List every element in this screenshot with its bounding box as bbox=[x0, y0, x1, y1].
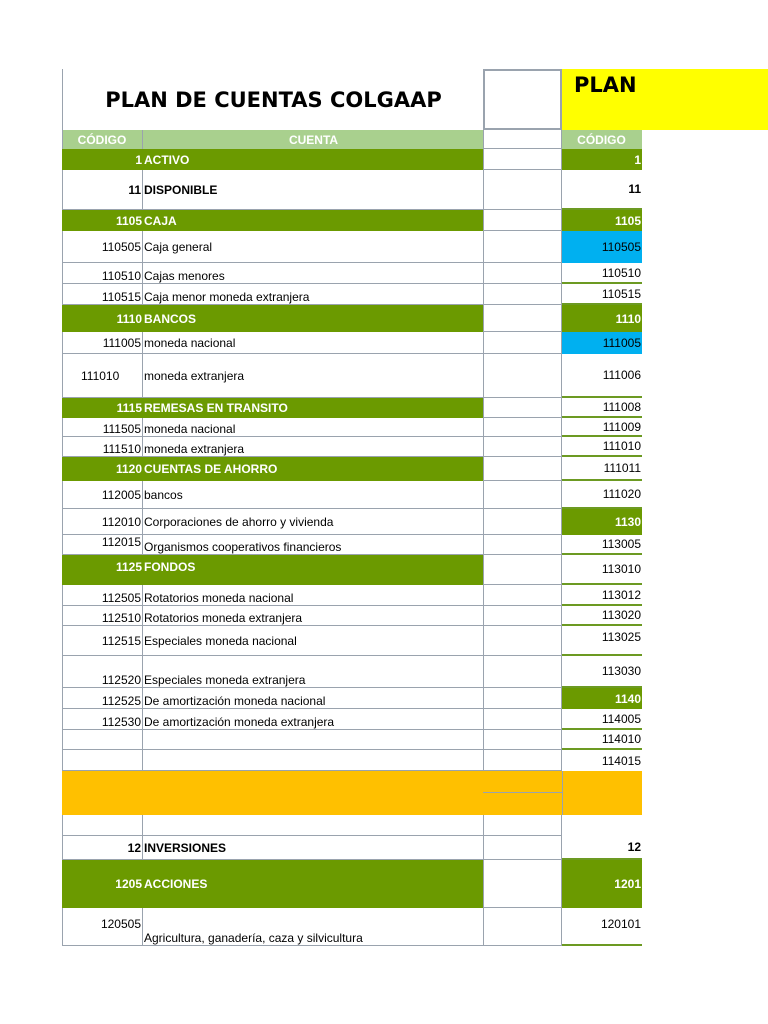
empty-cell[interactable] bbox=[483, 730, 562, 750]
account-code-right[interactable]: 1130 bbox=[562, 509, 642, 535]
sheet-title-right-text: PLAN bbox=[574, 73, 637, 97]
empty-cell[interactable] bbox=[483, 354, 562, 398]
empty-cell[interactable] bbox=[483, 231, 562, 263]
account-code[interactable]: 1110 bbox=[62, 305, 143, 332]
account-name[interactable]: De amortización moneda nacional bbox=[143, 688, 483, 709]
empty-cell[interactable] bbox=[483, 509, 562, 535]
account-code-right[interactable]: 1110 bbox=[562, 305, 642, 332]
table-row bbox=[62, 860, 768, 908]
table-row bbox=[62, 231, 768, 263]
account-code[interactable]: 112515 bbox=[62, 626, 143, 656]
account-code-right[interactable] bbox=[562, 771, 642, 793]
account-code-right[interactable]: 1140 bbox=[562, 688, 642, 709]
account-code-right[interactable]: 111005 bbox=[562, 332, 642, 354]
account-code[interactable]: 112530 bbox=[62, 709, 143, 730]
account-code[interactable]: 110510 bbox=[62, 263, 143, 284]
account-name[interactable]: Corporaciones de ahorro y vivienda bbox=[143, 509, 483, 535]
empty-cell[interactable] bbox=[483, 457, 562, 481]
empty-cell[interactable] bbox=[483, 284, 562, 305]
empty-cell[interactable] bbox=[483, 149, 562, 170]
account-code[interactable] bbox=[62, 750, 143, 771]
table-row bbox=[62, 418, 768, 437]
account-name[interactable]: Especiales moneda nacional bbox=[143, 626, 483, 656]
table-row bbox=[62, 555, 768, 585]
account-code[interactable]: 112010 bbox=[62, 509, 143, 535]
empty-cell[interactable] bbox=[483, 418, 562, 437]
account-code[interactable]: 110515 bbox=[62, 284, 143, 305]
account-code-right[interactable] bbox=[562, 793, 642, 815]
account-code-right[interactable]: 111010 bbox=[562, 437, 642, 457]
account-name[interactable]: Rotatorios moneda nacional bbox=[143, 585, 483, 606]
account-code[interactable]: 1125 bbox=[62, 555, 143, 585]
table-row bbox=[62, 481, 768, 509]
empty-cell[interactable] bbox=[483, 585, 562, 606]
header-code-right[interactable]: CÓDIGO bbox=[562, 130, 642, 149]
empty-cell[interactable] bbox=[483, 481, 562, 509]
account-code[interactable]: 1105 bbox=[62, 210, 143, 231]
account-code-right[interactable]: 111006 bbox=[562, 354, 642, 398]
account-code-right[interactable]: 113025 bbox=[562, 626, 642, 656]
account-code-right[interactable]: 1201 bbox=[562, 860, 642, 908]
table-row bbox=[62, 626, 768, 656]
account-code[interactable]: 1205 bbox=[62, 860, 143, 908]
account-code[interactable]: 12 bbox=[62, 836, 143, 860]
empty-cell[interactable] bbox=[483, 555, 562, 585]
account-code[interactable] bbox=[62, 771, 143, 793]
account-name[interactable]: De amortización moneda extranjera bbox=[143, 709, 483, 730]
account-code[interactable]: 111505 bbox=[62, 418, 143, 437]
empty-cell[interactable] bbox=[562, 815, 642, 836]
account-code[interactable]: 1120 bbox=[62, 457, 143, 481]
account-name[interactable]: moneda extranjera bbox=[143, 354, 483, 398]
account-name[interactable]: BANCOS bbox=[143, 305, 483, 332]
empty-cell[interactable] bbox=[483, 656, 562, 688]
table-row bbox=[62, 585, 768, 606]
account-name[interactable]: Rotatorios moneda extranjera bbox=[143, 606, 483, 626]
empty-cell[interactable] bbox=[483, 750, 562, 771]
account-code[interactable]: 111010 bbox=[62, 354, 143, 398]
empty-cell[interactable] bbox=[483, 771, 562, 793]
account-name[interactable]: Agricultura, ganadería, caza y silvicultura bbox=[143, 908, 483, 946]
account-code-right[interactable]: 110515 bbox=[562, 284, 642, 305]
table-row bbox=[62, 535, 768, 555]
table-row bbox=[62, 263, 768, 284]
table-row bbox=[62, 815, 768, 836]
account-name[interactable]: Caja general bbox=[143, 231, 483, 263]
table-row bbox=[62, 688, 768, 709]
empty-cell[interactable] bbox=[483, 398, 562, 418]
account-code-right[interactable]: 114015 bbox=[601, 753, 641, 768]
account-code[interactable]: 110505 bbox=[62, 231, 143, 263]
account-name[interactable]: CUENTAS DE AHORRO bbox=[143, 457, 483, 481]
account-name[interactable]: moneda nacional bbox=[143, 332, 483, 354]
table-row bbox=[62, 457, 768, 481]
separator-row bbox=[62, 793, 768, 815]
empty-cell[interactable] bbox=[483, 263, 562, 284]
account-code[interactable]: 11 bbox=[62, 170, 143, 210]
account-code[interactable]: 112510 bbox=[62, 606, 143, 626]
account-code[interactable]: 120505 bbox=[62, 908, 143, 946]
account-code[interactable]: 111510 bbox=[62, 437, 143, 457]
table-row bbox=[62, 149, 768, 170]
empty-cell[interactable] bbox=[483, 210, 562, 231]
account-code[interactable]: 112015 bbox=[62, 535, 143, 555]
empty-cell[interactable] bbox=[483, 688, 562, 709]
table-row bbox=[62, 210, 768, 231]
account-name[interactable]: CAJA bbox=[143, 210, 483, 231]
account-code-right[interactable]: 111008 bbox=[562, 398, 642, 418]
account-code[interactable]: 1 bbox=[62, 149, 143, 170]
empty-cell[interactable] bbox=[483, 305, 562, 332]
account-name[interactable] bbox=[143, 793, 483, 815]
account-name[interactable] bbox=[143, 730, 483, 750]
account-code[interactable]: 112520 bbox=[62, 656, 143, 688]
table-row bbox=[62, 354, 768, 398]
account-name[interactable]: ACTIVO bbox=[143, 149, 483, 170]
empty-cell[interactable] bbox=[483, 860, 562, 908]
account-name[interactable]: moneda extranjera bbox=[143, 437, 483, 457]
account-code-right[interactable]: 113012 bbox=[562, 585, 642, 606]
empty-cell[interactable] bbox=[143, 815, 483, 836]
table-row bbox=[62, 305, 768, 332]
empty-cell[interactable] bbox=[483, 606, 562, 626]
empty-cell[interactable] bbox=[483, 170, 562, 210]
header-account[interactable]: CUENTA bbox=[143, 130, 483, 149]
account-name[interactable]: DISPONIBLE bbox=[143, 170, 483, 210]
account-code-right[interactable]: 12 bbox=[562, 836, 642, 860]
account-code[interactable] bbox=[62, 793, 143, 815]
table-row bbox=[62, 908, 768, 946]
account-code[interactable] bbox=[62, 730, 143, 750]
separator-row bbox=[62, 771, 768, 793]
account-name[interactable]: Caja menor moneda extranjera bbox=[143, 284, 483, 305]
account-code-right[interactable]: 114010 bbox=[562, 730, 642, 750]
account-code-right[interactable]: 113020 bbox=[562, 606, 642, 626]
table-row bbox=[62, 836, 768, 860]
account-code-right[interactable]: 110505 bbox=[562, 231, 642, 263]
empty-cell[interactable] bbox=[483, 69, 562, 130]
table-row bbox=[62, 284, 768, 305]
account-code-right[interactable]: 120101 bbox=[562, 908, 642, 946]
account-code-right[interactable]: 111020 bbox=[562, 481, 642, 509]
empty-cell[interactable] bbox=[483, 626, 562, 656]
table-row bbox=[62, 606, 768, 626]
account-code-right[interactable]: 110510 bbox=[562, 263, 642, 284]
account-name[interactable]: FONDOS bbox=[143, 555, 483, 585]
sheet-title[interactable]: PLAN DE CUENTAS COLGAAP bbox=[62, 69, 484, 130]
account-code-right[interactable]: 111009 bbox=[562, 418, 642, 437]
empty-cell[interactable] bbox=[483, 908, 562, 946]
account-name[interactable]: moneda nacional bbox=[143, 418, 483, 437]
account-code-right[interactable]: 1 bbox=[562, 149, 642, 170]
table-row bbox=[62, 170, 768, 210]
empty-cell[interactable] bbox=[483, 535, 562, 555]
account-code-right[interactable]: 114005 bbox=[562, 709, 642, 730]
table-row bbox=[62, 750, 768, 771]
account-name[interactable]: Especiales moneda extranjera bbox=[143, 656, 483, 688]
account-code[interactable]: 112505 bbox=[62, 585, 143, 606]
account-code-right[interactable]: 111011 bbox=[562, 457, 642, 481]
empty-cell[interactable] bbox=[483, 332, 562, 354]
empty-cell[interactable] bbox=[62, 815, 143, 836]
account-code[interactable]: 112005 bbox=[62, 481, 143, 509]
account-name[interactable] bbox=[143, 750, 483, 771]
account-code-right[interactable]: 113010 bbox=[562, 555, 642, 585]
account-name[interactable]: INVERSIONES bbox=[143, 836, 483, 860]
table-row bbox=[62, 730, 768, 750]
account-name[interactable]: Cajas menores bbox=[143, 263, 483, 284]
account-code-right[interactable]: 11 bbox=[562, 170, 642, 210]
account-code-right[interactable]: 113005 bbox=[562, 535, 642, 555]
account-name[interactable]: ACCIONES bbox=[143, 860, 483, 908]
account-name[interactable] bbox=[143, 771, 483, 793]
table-row bbox=[62, 509, 768, 535]
account-code[interactable]: 112525 bbox=[62, 688, 143, 709]
table-row bbox=[62, 398, 768, 418]
empty-cell[interactable] bbox=[483, 815, 562, 836]
table-row bbox=[62, 709, 768, 730]
table-row bbox=[62, 332, 768, 354]
account-code[interactable]: 111005 bbox=[62, 332, 143, 354]
empty-cell[interactable] bbox=[483, 793, 562, 815]
account-name[interactable]: Organismos cooperativos financieros bbox=[143, 535, 483, 555]
empty-cell[interactable] bbox=[483, 130, 562, 149]
account-name[interactable]: bancos bbox=[143, 481, 483, 509]
account-code-right[interactable]: 1105 bbox=[562, 210, 642, 231]
table-row bbox=[62, 656, 768, 688]
account-code[interactable]: 1115 bbox=[62, 398, 143, 418]
empty-cell[interactable] bbox=[483, 437, 562, 457]
table-row bbox=[62, 437, 768, 457]
account-code-right[interactable]: 113030 bbox=[562, 656, 642, 688]
header-code[interactable]: CÓDIGO bbox=[62, 130, 143, 149]
account-name[interactable]: REMESAS EN TRANSITO bbox=[143, 398, 483, 418]
sheet-title-right[interactable] bbox=[562, 69, 768, 130]
header-row bbox=[62, 130, 768, 149]
empty-cell[interactable] bbox=[483, 836, 562, 860]
empty-cell[interactable] bbox=[483, 709, 562, 730]
